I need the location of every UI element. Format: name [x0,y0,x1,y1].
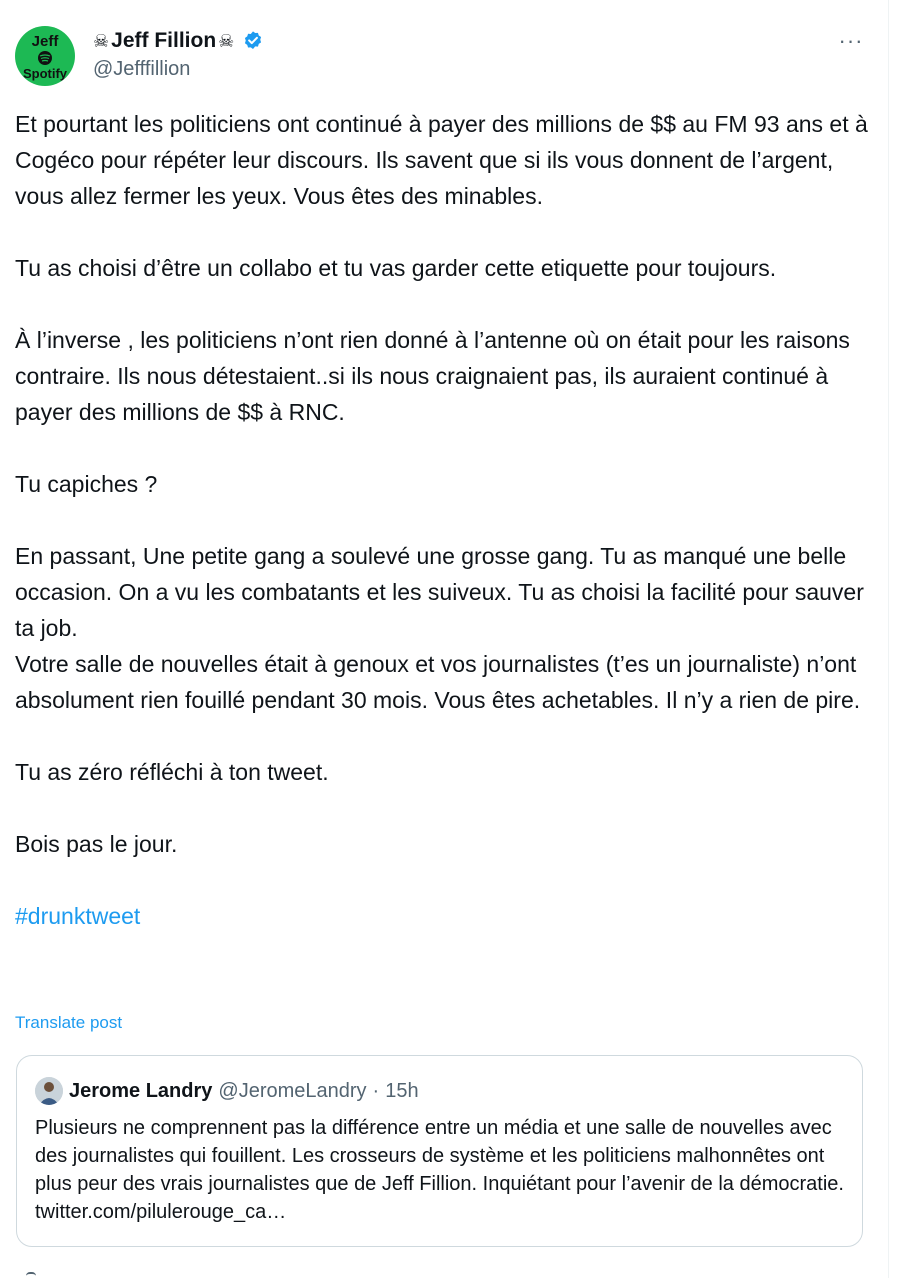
quoted-author-handle[interactable]: @JeromeLandry [218,1079,367,1102]
partial-icon [26,1272,36,1280]
quoted-tweet[interactable] [16,1055,863,1247]
tweet-paragraph: Tu as choisi d’être un collabo et tu vas garder cette etiquette pour toujours. [15,255,777,281]
quoted-tweet-header [69,1076,419,1106]
tweet-paragraph: À l’inverse , les politiciens n’ont rien donné à l’antenne où on était pour les raisons contraire. Ils nous détestaient..si ils nous craignaient pas, ils auraient continué à payer des millions de $$ à RNC. [15,327,850,425]
quoted-timestamp[interactable]: 15h [385,1079,419,1102]
tweet-paragraph: Votre salle de nouvelles était à genoux et vos journalistes (t’es un journaliste) n’ont absolument rien fouillé pendant 30 mois. Vous êtes achetables. Il n’y a rien de pire. [15,651,861,713]
skull-crossbones-icon: ☠ [218,30,235,52]
separator-dot: · [372,1079,380,1102]
author-avatar-image [15,26,75,86]
quoted-author-avatar[interactable] [35,1077,63,1105]
avatar-text-bottom: Spotify [22,66,68,81]
tweet-paragraph: Bois pas le jour. [15,831,178,857]
avatar-text-top: Jeff [31,33,59,50]
tweet-text [15,106,875,934]
skull-crossbones-icon: ☠ [93,30,110,52]
author-avatar[interactable] [15,26,75,86]
column-divider [888,0,889,1278]
author-name-link[interactable] [93,26,264,56]
tweet-paragraph: Tu as zéro réfléchi à ton tweet. [15,759,329,785]
more-horizontal-icon: ··· [838,28,864,53]
translate-post-link[interactable]: Translate post [15,1013,123,1032]
verified-badge-icon [242,30,264,52]
person-icon [35,1077,63,1105]
more-options-button[interactable] [832,28,870,54]
quoted-tweet-text: Plusieurs ne comprennent pas la différence entre un média et une salle de nouvelles avec des journalistes qui fouillent. Les crosseurs de système et les politiciens malhonnêtes ont plus peur des vrais journalistes que de Jeff Fillion. Inquiétant pour l’avenir de la démocratie. twitter.com/pilulerouge_ca… [35,1117,844,1223]
author-name: Jeff Fillion [111,29,217,52]
tweet-paragraph: Et pourtant les politiciens ont continué à payer des millions de $$ au FM 93 ans et à Cogéco pour répéter leur discours. Ils savent que si ils vous donnent de l’argent, vous allez fermer les yeux. Vous êtes des minables. [15,111,868,209]
tweet-paragraph: En passant, Une petite gang a soulevé une grosse gang. Tu as manqué une belle occasion. On a vu les combatants et les suiveux. Tu as choisi la facilité pour sauver ta job. [15,543,864,641]
author-handle[interactable]: @Jefffillion [93,58,191,80]
hashtag-link[interactable]: #drunktweet [15,903,141,929]
tweet-paragraph: Tu capiches ? [15,471,158,497]
quoted-author-name[interactable]: Jerome Landry [69,1079,213,1102]
